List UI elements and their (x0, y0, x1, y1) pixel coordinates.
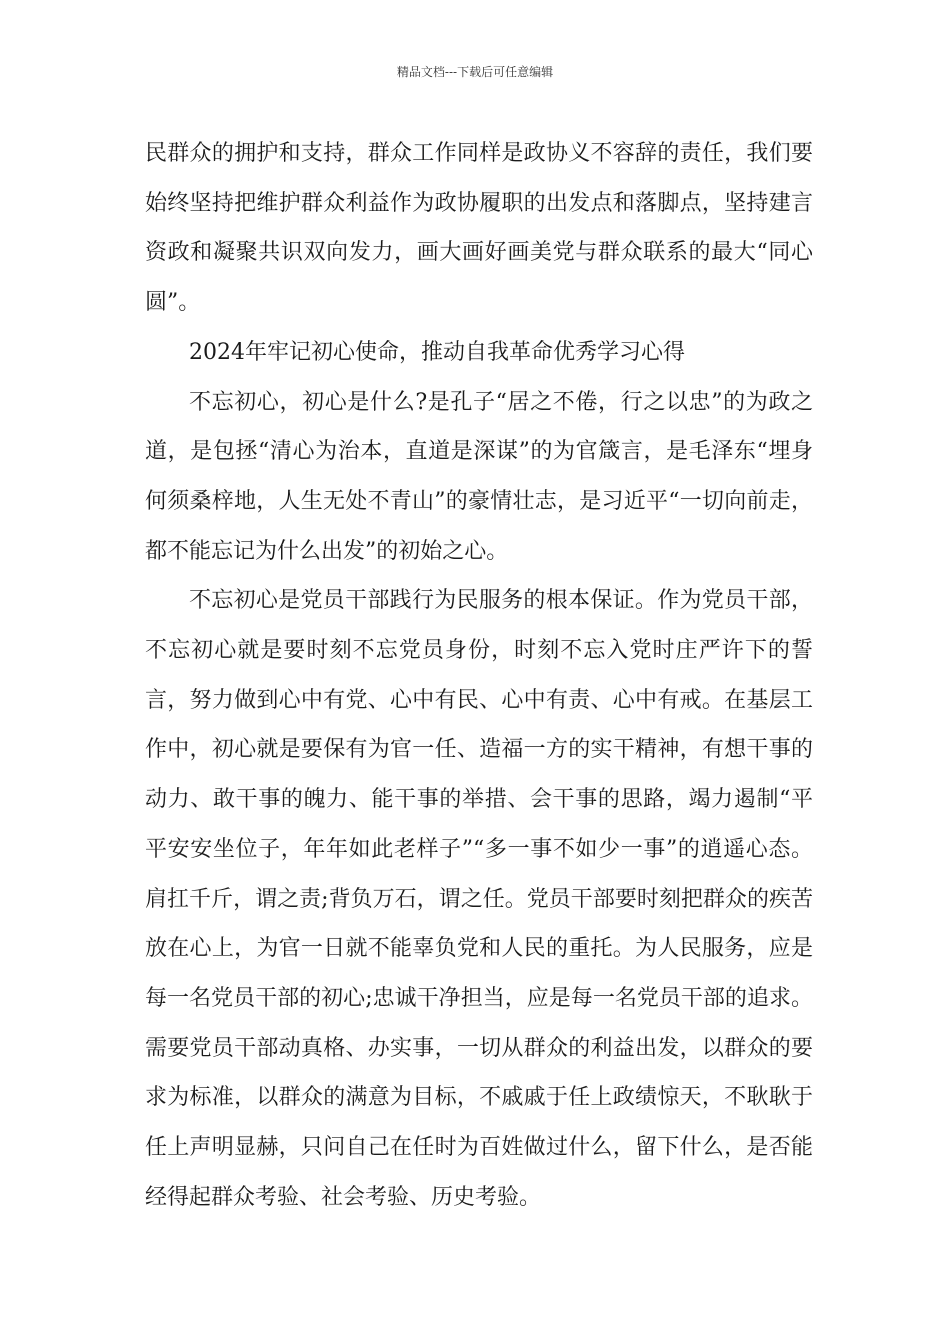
paragraph: 不忘初心，初心是什么?是孔子“居之不倦，行之以忠”的为政之道，是包拯“清心为治本，直道是深谋”的为官箴言，是毛泽东“埋身何须桑梓地，人生无处不青山”的豪情壮志，是习近平“一切向前走，都不能忘记为什么出发”的初始之心。 (145, 389, 813, 564)
page-header: 精品文档---下载后可任意编辑 (396, 65, 554, 79)
document-body (145, 129, 813, 1222)
section-title: 2024年牢记初心使命，推动自我革命优秀学习心得 (189, 339, 685, 365)
paragraph-continuation: 民群众的拥护和支持，群众工作同样是政协义不容辞的责任，我们要始终坚持把维护群众利益作为政协履职的出发点和落脚点，坚持建言资政和凝聚共识双向发力，画大画好画美党与群众联系的最大“同心圆”。 (145, 141, 813, 316)
paragraph: 不忘初心是党员干部践行为民服务的根本保证。作为党员干部，不忘初心就是要时刻不忘党员身份，时刻不忘入党时庄严许下的誓言，努力做到心中有党、心中有民、心中有责、心中有戒。在基层工作中，初心就是要保有为官一任、造福一方的实干精神，有想干事的动力、敢干事的魄力、能干事的举措、会干事的思路，竭力遏制“平平安安坐位子，年年如此老样子”“多一事不如少一事”的逍遥心态。肩扛千斤，谓之责;背负万石，谓之任。党员干部要时刻把群众的疾苦放在心上，为官一日就不能辜负党和人民的重托。为人民服务，应是每一名党员干部的初心;忠诚干净担当，应是每一名党员干部的追求。需要党员干部动真格、办实事，一切从群众的利益出发，以群众的要求为标准，以群众的满意为目标，不戚戚于任上政绩惊天，不耿耿于任上声明显赫，只问自己在任时为百姓做过什么，留下什么，是否能经得起群众考验、社会考验、历史考验。 (145, 588, 813, 1210)
